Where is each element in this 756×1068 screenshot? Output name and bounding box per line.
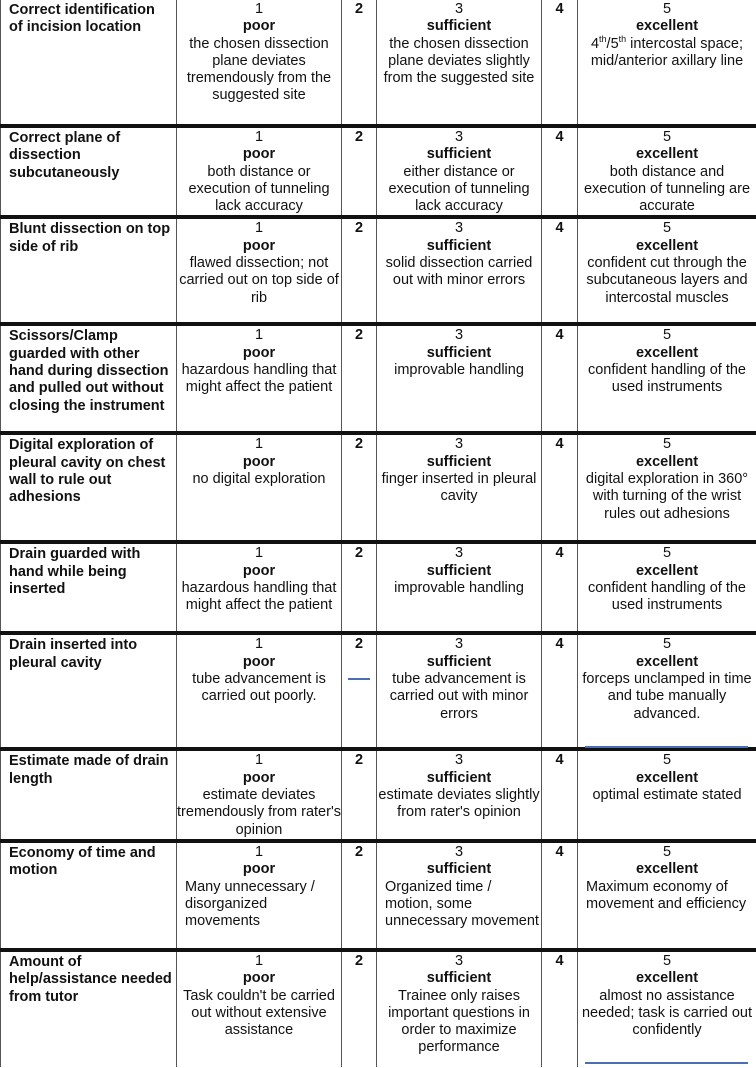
score-5-cell [578, 0, 756, 126]
score-number: 3 [454, 220, 464, 237]
score-number: 1 [254, 220, 264, 237]
score-level: poor [242, 237, 276, 254]
score-description: the chosen dissection plane deviates slightly from the suggested site [383, 35, 535, 87]
score-level: sufficient [426, 653, 492, 670]
score-1-cell [177, 633, 342, 749]
score-5-cell [578, 126, 756, 217]
score-level: poor [242, 653, 276, 670]
score-3-cell [377, 841, 542, 950]
score-level: sufficient [426, 970, 492, 987]
score-2-cell: 2 [342, 749, 377, 840]
score-number: 1 [254, 545, 264, 562]
score-4-cell: 4 [542, 542, 578, 633]
score-number: 1 [254, 129, 264, 145]
table-row [1, 542, 756, 633]
score-description: optimal estimate stated [592, 787, 742, 804]
score-description: confident handling of the used instruments [587, 580, 746, 614]
table-row [1, 217, 756, 324]
score-1-cell [177, 324, 342, 433]
score-1-cell [177, 542, 342, 633]
score-level: sufficient [426, 769, 492, 786]
score-2-cell: 2 [342, 126, 377, 217]
score-number: 1 [254, 636, 264, 653]
annotation-line-col5-row7 [585, 746, 748, 748]
score-number: 3 [454, 129, 464, 145]
score-description: improvable handling [394, 362, 524, 379]
score-number: 3 [454, 636, 464, 653]
score-1-cell [177, 217, 342, 324]
score-level: sufficient [426, 344, 492, 361]
score-level: sufficient [426, 453, 492, 470]
criterion-cell: Digital exploration of pleural cavity on chest wall to rule out adhesions [1, 433, 177, 542]
score-number: 5 [662, 220, 672, 237]
score-number: 3 [454, 545, 464, 562]
score-number: 5 [662, 952, 672, 969]
score-number: 1 [254, 436, 264, 453]
annotation-line-col5-row10 [585, 1062, 748, 1064]
score-description: finger inserted in pleural cavity [381, 471, 537, 505]
score-5-cell [578, 633, 756, 749]
criterion-cell: Amount of help/assistance needed from tutor [1, 950, 177, 1067]
score-level: excellent [635, 769, 699, 786]
score-2-cell: 2 [342, 841, 377, 950]
score-description: almost no assistance needed; task is carried out confidently [581, 987, 753, 1039]
score-2-cell: 2 [342, 433, 377, 542]
score-number: 3 [454, 952, 464, 969]
score-5-cell [578, 217, 756, 324]
score-5-cell [578, 950, 756, 1067]
score-1-cell [177, 950, 342, 1067]
score-description: digital exploration in 360° with turning of the wrist rules out adhesions [585, 471, 749, 522]
criterion-cell: Correct identification of incision location [1, 0, 177, 126]
score-level: excellent [635, 562, 699, 579]
score-4-cell: 4 [542, 950, 578, 1067]
score-level: excellent [635, 970, 699, 987]
score-description: flawed dissection; not carried out on top side of rib [179, 255, 339, 306]
criterion-cell: Drain inserted into pleural cavity [1, 633, 177, 749]
score-level: poor [242, 146, 276, 163]
score-level: excellent [635, 344, 699, 361]
score-description: no digital exploration [192, 471, 326, 488]
table-row [1, 324, 756, 433]
score-3-cell [377, 633, 542, 749]
score-description: Organized time / motion, some unnecessary movement [385, 878, 539, 930]
score-description: both distance or execution of tunneling lack accuracy [188, 163, 330, 215]
score-3-cell [377, 0, 542, 126]
score-number: 1 [254, 327, 264, 344]
score-1-cell [177, 749, 342, 840]
score-level: excellent [635, 453, 699, 470]
score-5-cell [578, 841, 756, 950]
score-2-cell: 2 [342, 633, 377, 749]
score-level: poor [242, 344, 276, 361]
score-number: 5 [662, 752, 672, 769]
score-4-cell: 4 [542, 324, 578, 433]
score-3-cell [377, 950, 542, 1067]
score-description: 4th/5th intercostal space; mid/anterior axillary line [590, 33, 744, 69]
table-row [1, 126, 756, 217]
score-2-cell: 2 [342, 950, 377, 1067]
score-description: the chosen dissection plane deviates tremendously from the suggested site [186, 35, 332, 104]
score-1-cell [177, 841, 342, 950]
score-description: improvable handling [394, 580, 524, 597]
score-description: hazardous handling that might affect the patient [181, 580, 337, 614]
table-row [1, 841, 756, 950]
score-level: poor [242, 970, 276, 987]
score-level: excellent [635, 861, 699, 878]
score-level: poor [242, 769, 276, 786]
score-4-cell: 4 [542, 749, 578, 840]
score-description: either distance or execution of tunneling lack accuracy [388, 163, 530, 215]
score-description: confident handling of the used instruments [587, 362, 746, 396]
score-number: 5 [662, 129, 672, 145]
score-level: excellent [635, 237, 699, 254]
score-2-cell: 2 [342, 542, 377, 633]
criterion-cell: Correct plane of dissection subcutaneously [1, 126, 177, 217]
score-2-cell: 2 [342, 0, 377, 126]
score-5-cell [578, 433, 756, 542]
score-level: poor [242, 861, 276, 878]
score-5-cell [578, 749, 756, 840]
score-description: tube advancement is carried out with minor errors [389, 671, 529, 722]
table-row [1, 633, 756, 749]
score-4-cell: 4 [542, 126, 578, 217]
score-3-cell [377, 542, 542, 633]
table-row [1, 950, 756, 1067]
table-row [1, 433, 756, 542]
criterion-cell: Drain guarded with hand while being inserted [1, 542, 177, 633]
score-description: Trainee only raises important questions in order to maximize performance [388, 987, 530, 1056]
score-description: tube advancement is carried out poorly. [192, 671, 326, 705]
score-description: Maximum economy of movement and efficiency [586, 878, 747, 912]
score-4-cell: 4 [542, 217, 578, 324]
score-level: poor [242, 18, 276, 35]
score-3-cell [377, 749, 542, 840]
score-number: 3 [454, 1, 464, 17]
score-description: both distance and execution of tunneling are accurate [583, 163, 751, 215]
score-number: 3 [454, 327, 464, 344]
score-number: 5 [662, 436, 672, 453]
score-number: 1 [254, 843, 264, 860]
score-number: 3 [454, 843, 464, 860]
score-1-cell [177, 0, 342, 126]
score-level: poor [242, 562, 276, 579]
score-1-cell [177, 126, 342, 217]
score-number: 5 [662, 1, 672, 17]
score-number: 1 [254, 952, 264, 969]
score-description: solid dissection carried out with minor errors [385, 255, 533, 289]
score-number: 5 [662, 327, 672, 344]
score-number: 3 [454, 436, 464, 453]
score-description: Task couldn't be carried out without extensive assistance [183, 987, 335, 1039]
score-number: 1 [254, 1, 264, 17]
score-1-cell [177, 433, 342, 542]
score-description: estimate deviates slightly from rater's opinion [378, 787, 540, 821]
criterion-cell: Economy of time and motion [1, 841, 177, 950]
score-number: 1 [254, 752, 264, 769]
score-level: excellent [635, 653, 699, 670]
score-description: estimate deviates tremendously from rater's opinion [177, 787, 341, 838]
score-4-cell: 4 [542, 0, 578, 126]
score-level: sufficient [426, 146, 492, 163]
table-row [1, 0, 756, 126]
score-level: poor [242, 453, 276, 470]
score-level: sufficient [426, 861, 492, 878]
table-row [1, 749, 756, 840]
score-3-cell [377, 217, 542, 324]
score-description: Many unnecessary / disorganized movements [185, 878, 315, 930]
score-level: sufficient [426, 237, 492, 254]
score-4-cell: 4 [542, 433, 578, 542]
score-level: sufficient [426, 18, 492, 35]
score-description: forceps unclamped in time and tube manually advanced. [582, 671, 752, 722]
score-2-cell: 2 [342, 217, 377, 324]
criterion-cell: Scissors/Clamp guarded with other hand during dissection and pulled out without closing the instrument [1, 324, 177, 433]
annotation-line-col2 [348, 678, 370, 680]
score-level: excellent [635, 18, 699, 35]
score-3-cell [377, 126, 542, 217]
score-4-cell: 4 [542, 633, 578, 749]
score-description: hazardous handling that might affect the patient [181, 362, 337, 396]
score-number: 5 [662, 636, 672, 653]
criterion-cell: Blunt dissection on top side of rib [1, 217, 177, 324]
score-5-cell [578, 542, 756, 633]
score-3-cell [377, 433, 542, 542]
score-number: 5 [662, 843, 672, 860]
score-description: confident cut through the subcutaneous layers and intercostal muscles [586, 255, 748, 306]
score-2-cell: 2 [342, 324, 377, 433]
score-4-cell: 4 [542, 841, 578, 950]
criterion-cell: Estimate made of drain length [1, 749, 177, 840]
score-level: sufficient [426, 562, 492, 579]
score-level: excellent [635, 146, 699, 163]
score-number: 3 [454, 752, 464, 769]
score-5-cell [578, 324, 756, 433]
score-3-cell [377, 324, 542, 433]
score-number: 5 [662, 545, 672, 562]
